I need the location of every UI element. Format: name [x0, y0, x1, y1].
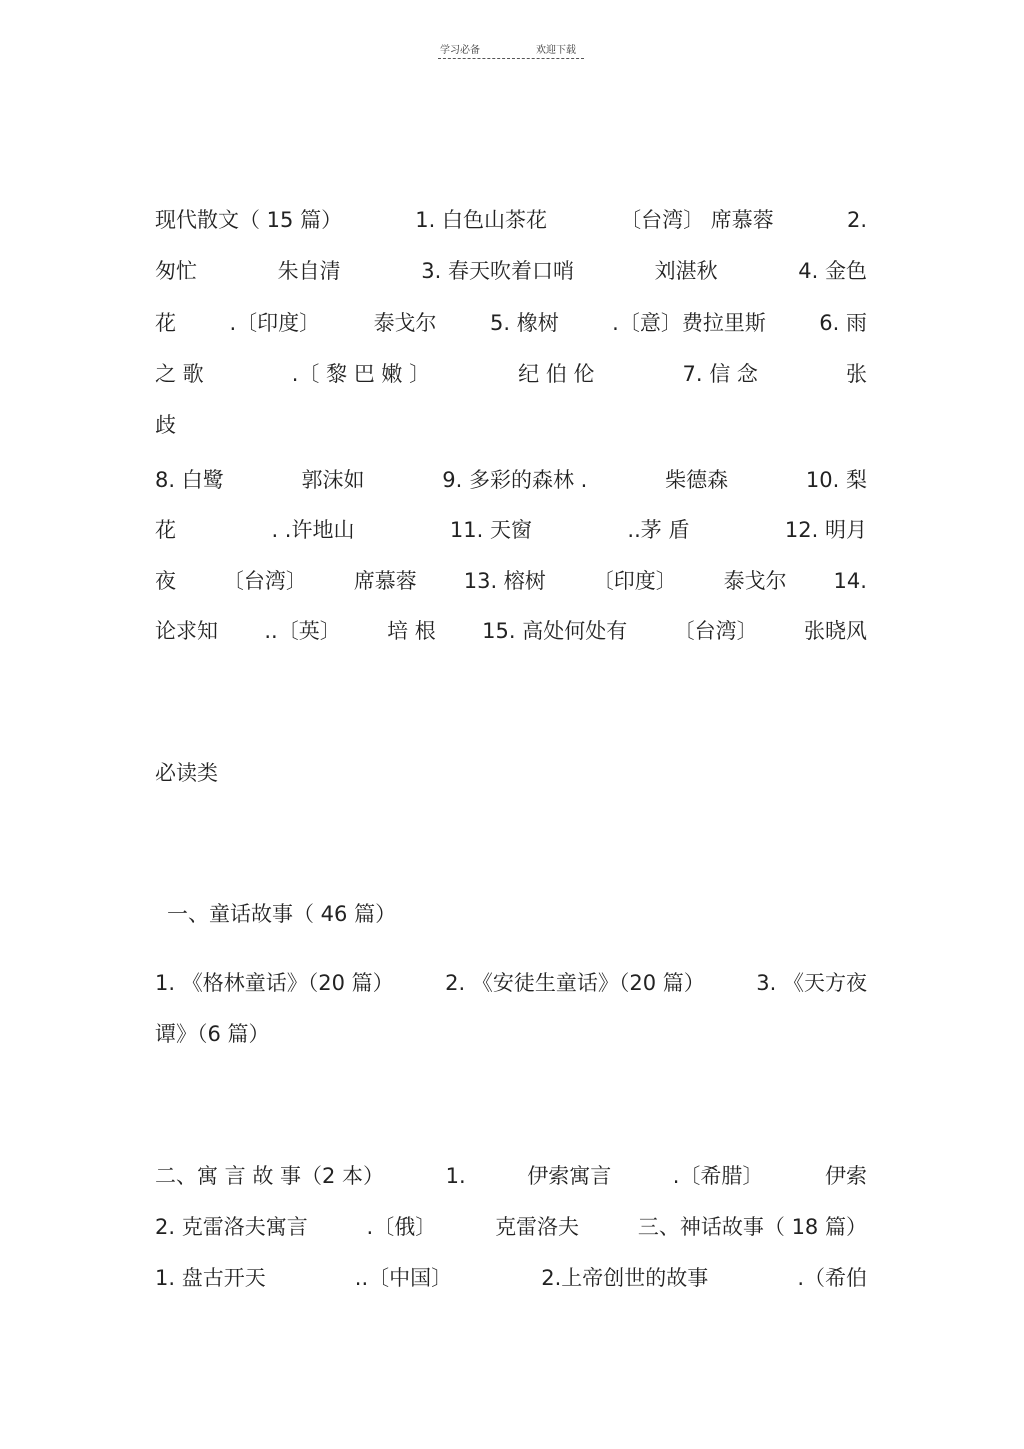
header-right-text: 欢迎下载 [536, 45, 576, 56]
text-segment: 1. 白色山茶花 [415, 208, 547, 232]
text-line [155, 466, 867, 494]
text-segment: 纪 伯 伦 [518, 362, 595, 386]
text-segment: 13. 榕树 [463, 569, 546, 593]
text-segment: 〔台湾〕 席慕蓉 [620, 208, 774, 232]
text-line [155, 257, 867, 285]
text-segment: 郭沫如 [301, 468, 365, 492]
text-line [155, 617, 867, 645]
text-segment: 朱自清 [277, 259, 341, 283]
text-segment: 伊索 [824, 1164, 867, 1188]
text-segment: 7. 信 念 [682, 362, 758, 386]
text-segment: .（希伯 [797, 1266, 867, 1290]
text-segment: 12. 明月 [784, 518, 867, 542]
text-segment: 〔印度〕 [592, 569, 677, 593]
text-segment: 泰戈尔 [373, 311, 437, 335]
text-segment: 之 歌 [155, 362, 204, 386]
text-segment: 1. [445, 1164, 466, 1188]
text-segment: 张晓风 [804, 619, 867, 643]
text-segment: 1. 盘古开天 [155, 1266, 266, 1290]
text-segment: .〔希腊〕 [672, 1164, 764, 1188]
text-segment: ..〔英〕 [264, 619, 341, 643]
text-segment: .〔意〕费拉里斯 [612, 311, 766, 335]
text-segment: 伊索寓言 [527, 1164, 612, 1188]
text-segment: 6. 雨 [819, 311, 867, 335]
text-segment: 克雷洛夫 [495, 1215, 580, 1239]
text-segment: 歧 [155, 413, 176, 437]
text-segment: 14. [833, 569, 867, 593]
text-segment: 15. 高处何处有 [482, 619, 628, 643]
text-line [155, 1213, 867, 1241]
text-segment: 张 [845, 362, 867, 386]
text-segment: 11. 天窗 [449, 518, 532, 542]
text-segment: .〔俄〕 [366, 1215, 437, 1239]
text-segment: 2.上帝创世的故事 [541, 1266, 709, 1290]
text-segment: 必读类 [155, 761, 218, 785]
text-segment: .〔 黎 巴 嫩 〕 [291, 362, 431, 386]
text-line [155, 1264, 867, 1292]
header-left-text: 学习必备 [440, 45, 480, 56]
text-segment: 3. 春天吹着口哨 [421, 259, 574, 283]
text-segment: 3. 《天方夜 [756, 971, 867, 995]
text-segment: 培 根 [387, 619, 436, 643]
text-line [155, 969, 867, 997]
text-segment: 花 [155, 518, 176, 542]
text-segment: 一、童话故事（ 46 篇） [167, 902, 397, 926]
text-segment: 刘湛秋 [654, 259, 718, 283]
text-line [155, 567, 867, 595]
section-heading [167, 900, 879, 928]
text-segment: 柴德森 [665, 468, 729, 492]
text-segment: 10. 梨 [805, 468, 867, 492]
text-segment: 夜 [155, 569, 176, 593]
text-line [155, 309, 867, 337]
text-segment: 三、神话故事（ 18 篇） [637, 1215, 867, 1239]
text-segment: 现代散文（ 15 篇） [155, 208, 343, 232]
text-segment: 谭》（6 篇） [155, 1022, 270, 1046]
text-segment: 泰戈尔 [723, 569, 787, 593]
text-line [155, 1162, 867, 1190]
text-line [155, 360, 867, 388]
text-line [155, 1020, 867, 1048]
text-line [155, 206, 867, 234]
text-segment: ..茅 盾 [627, 518, 690, 542]
text-segment: 花 [155, 311, 176, 335]
text-segment: 2. 克雷洛夫寓言 [155, 1215, 308, 1239]
text-line [155, 516, 867, 544]
section-heading [155, 759, 867, 787]
text-segment: 5. 橡树 [490, 311, 559, 335]
text-segment: 4. 金色 [798, 259, 867, 283]
text-segment: 1. 《格林童话》（20 篇） [155, 971, 394, 995]
text-line [155, 411, 867, 439]
text-segment: 二、寓 言 故 事（2 本） [155, 1164, 385, 1188]
text-segment: 匆忙 [155, 259, 197, 283]
text-segment: 席慕蓉 [353, 569, 417, 593]
text-segment: 9. 多彩的森林 . [442, 468, 588, 492]
text-segment: 〔台湾〕 [222, 569, 307, 593]
text-segment: . .许地山 [271, 518, 355, 542]
text-segment: 2. 《安徒生童话》（20 篇） [445, 971, 705, 995]
text-segment: 2. [846, 208, 867, 232]
text-segment: 论求知 [155, 619, 218, 643]
text-segment: 8. 白鹭 [155, 468, 224, 492]
text-segment: .〔印度〕 [229, 311, 321, 335]
text-segment: ..〔中国〕 [354, 1266, 453, 1290]
text-segment: 〔台湾〕 [673, 619, 758, 643]
